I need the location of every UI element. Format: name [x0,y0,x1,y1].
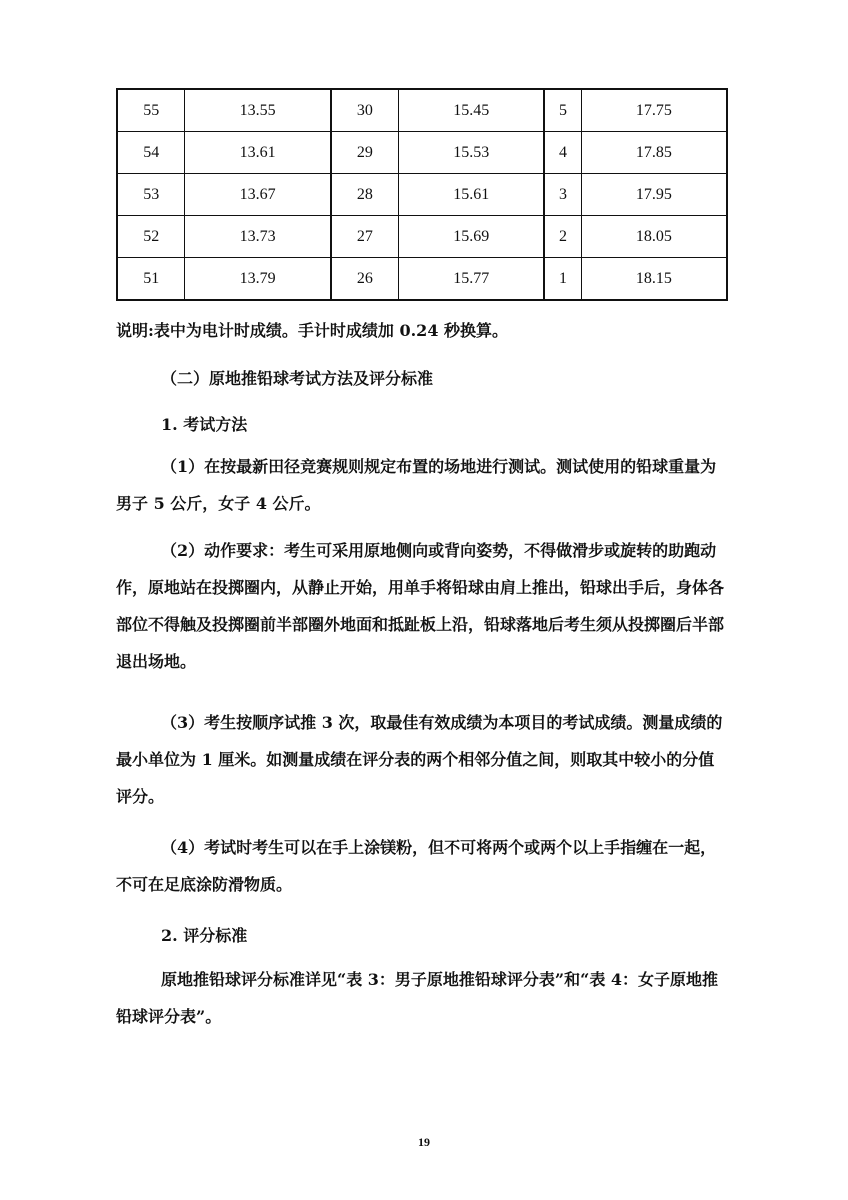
score-cell: 52 [117,216,185,258]
time-cell: 13.79 [185,258,331,301]
table-row [117,89,727,132]
time-cell: 13.61 [185,132,331,174]
score-cell: 27 [331,216,399,258]
score-cell: 53 [117,174,185,216]
score-cell: 3 [544,174,581,216]
score-table [116,88,728,301]
score-cell: 4 [544,132,581,174]
score-cell: 55 [117,89,185,132]
score-table-body [117,89,727,300]
time-cell: 13.73 [185,216,331,258]
time-cell: 15.61 [399,174,545,216]
time-cell: 18.05 [581,216,727,258]
score-cell: 54 [117,132,185,174]
scoring-text: 原地推铅球评分标准详见“表 3：男子原地推铅球评分表”和“表 4：女子原地推铅球评分表”。 [116,970,719,1026]
table-row [117,132,727,174]
score-cell: 28 [331,174,399,216]
score-cell: 1 [544,258,581,301]
score-cell: 5 [544,89,581,132]
score-cell: 29 [331,132,399,174]
time-cell: 13.55 [185,89,331,132]
time-cell: 17.75 [581,89,727,132]
table-row [117,258,727,301]
time-cell: 17.95 [581,174,727,216]
score-cell: 51 [117,258,185,301]
page-number: 19 [418,1135,430,1149]
method-item-3: （3）考生按顺序试推 3 次，取最佳有效成绩为本项目的考试成绩。测量成绩的最小单位为 1 厘米。如测量成绩在评分表的两个相邻分值之间，则取其中较小的分值评分。 [116,713,723,806]
table-row [117,216,727,258]
time-cell: 13.67 [185,174,331,216]
table-row [117,174,727,216]
method-item-4: （4）考试时考生可以在手上涂镁粉，但不可将两个或两个以上手指缠在一起，不可在足底涂防滑物质。 [116,838,717,894]
time-cell: 15.69 [399,216,545,258]
method-heading: 1. 考试方法 [161,415,248,434]
table-note: 说明:表中为电计时成绩。手计时成绩加 0.24 秒换算。 [116,321,509,340]
time-cell: 15.45 [399,89,545,132]
time-cell: 18.15 [581,258,727,301]
section-title: （二）原地推铅球考试方法及评分标准 [161,369,434,388]
score-cell: 30 [331,89,399,132]
time-cell: 15.77 [399,258,545,301]
scoring-heading: 2. 评分标准 [161,926,248,945]
time-cell: 15.53 [399,132,545,174]
score-cell: 2 [544,216,581,258]
time-cell: 17.85 [581,132,727,174]
method-item-2: （2）动作要求：考生可采用原地侧向或背向姿势，不得做滑步或旋转的助跑动作，原地站在投掷圈内，从静止开始，用单手将铅球由肩上推出，铅球出手后，身体各部位不得触及投掷圈前半部圈外地面和抵趾板上沿，铅球落地后考生须从投掷圈后半部退出场地。 [116,541,725,671]
method-item-1: （1）在按最新田径竞赛规则规定布置的场地进行测试。测试使用的铅球重量为男子 5 公斤，女子 4 公斤。 [116,457,717,513]
score-cell: 26 [331,258,399,301]
